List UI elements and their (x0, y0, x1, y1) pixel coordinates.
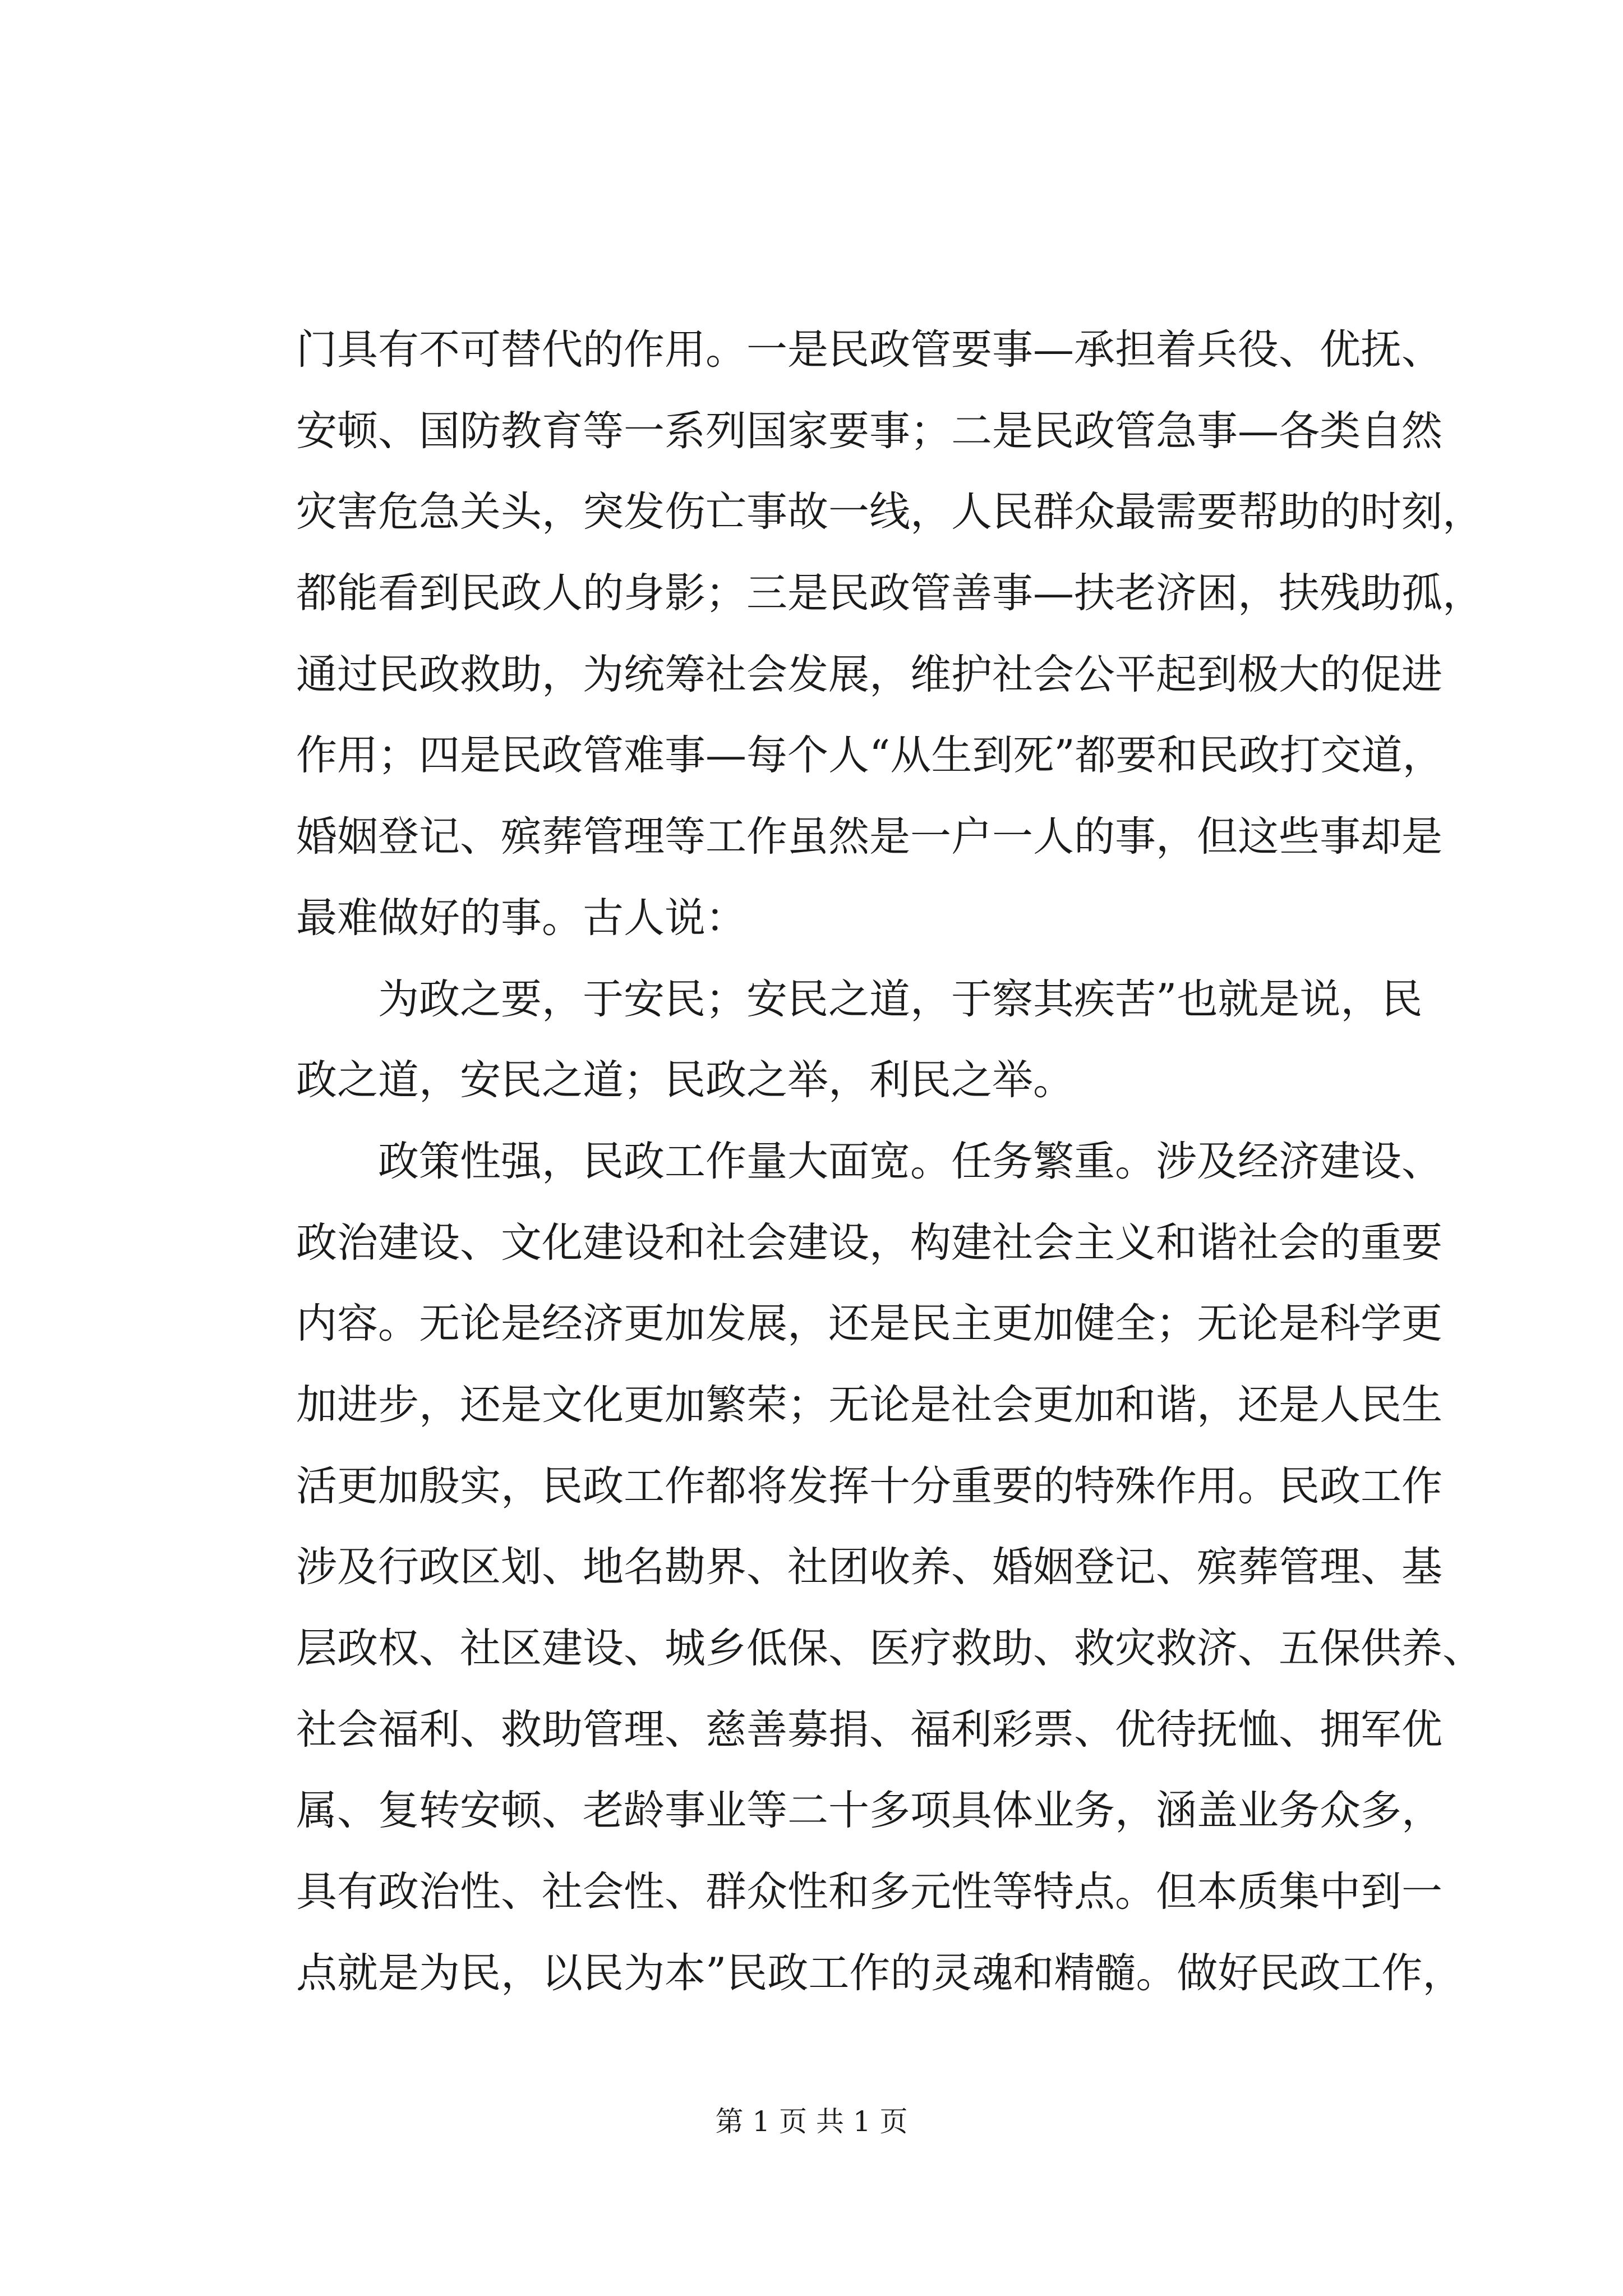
document-body (296, 310, 1483, 2014)
text-line: 政治建设、文化建设和社会建设，构建社会主义和谐社会的重要 (296, 1218, 1442, 1267)
text-line: 最难做好的事。古人说： (296, 894, 746, 942)
page-number-footer: 第 1 页 共 1 页 (715, 2105, 908, 2138)
text-line: 门具有不可替代的作用。一是民政管要事—承担着兵役、优抚、 (296, 326, 1442, 374)
text-line: 政之道，安民之道；民政之举，利民之举。 (296, 1056, 1074, 1105)
text-line: 加进步，还是文化更加繁荣；无论是社会更加和谐，还是人民生 (296, 1381, 1442, 1429)
text-line: 层政权、社区建设、城乡低保、医疗救助、救灾救济、五保供养、 (296, 1625, 1483, 1672)
text-line: 具有政治性、社会性、群众性和多元性等特点。但本质集中到一 (296, 1868, 1442, 1916)
text-line: 婚姻登记、殡葬管理等工作虽然是一户一人的事，但这些事却是 (296, 813, 1442, 861)
text-line: 内容。无论是经济更加发展，还是民主更加健全；无论是科学更 (296, 1300, 1442, 1348)
text-line: 安顿、国防教育等一系列国家要事；二是民政管急事—各类自然 (296, 407, 1442, 455)
text-line: 属、复转安顿、老龄事业等二十多项具体业务，涵盖业务众多， (296, 1787, 1442, 1835)
text-line: 通过民政救助，为统筹社会发展，维护社会公平起到极大的促进 (296, 650, 1442, 698)
text-line: 作用；四是民政管难事—每个人“从生到死”都要和民政打交道， (296, 731, 1444, 780)
text-line: 灾害危急关头，突发伤亡事故一线，人民群众最需要帮助的时刻， (296, 488, 1483, 536)
paragraph-first-line: 为政之要，于安民；安民之道，于察其疾苦”也就是说，民 (378, 975, 1423, 1023)
text-line: 社会福利、救助管理、慈善募捐、福利彩票、优待抚恤、拥军优 (296, 1705, 1442, 1754)
text-line: 点就是为民，以民为本”民政工作的灵魂和精髓。做好民政工作， (296, 1949, 1464, 1997)
paragraph-first-line: 政策性强，民政工作量大面宽。任务繁重。涉及经济建设、 (378, 1137, 1442, 1185)
text-line: 都能看到民政人的身影；三是民政管善事—扶老济困，扶残助孤， (296, 569, 1483, 618)
text-line: 活更加殷实，民政工作都将发挥十分重要的特殊作用。民政工作 (296, 1462, 1442, 1510)
text-line: 涉及行政区划、地名勘界、社团收养、婚姻登记、殡葬管理、基 (296, 1543, 1442, 1591)
